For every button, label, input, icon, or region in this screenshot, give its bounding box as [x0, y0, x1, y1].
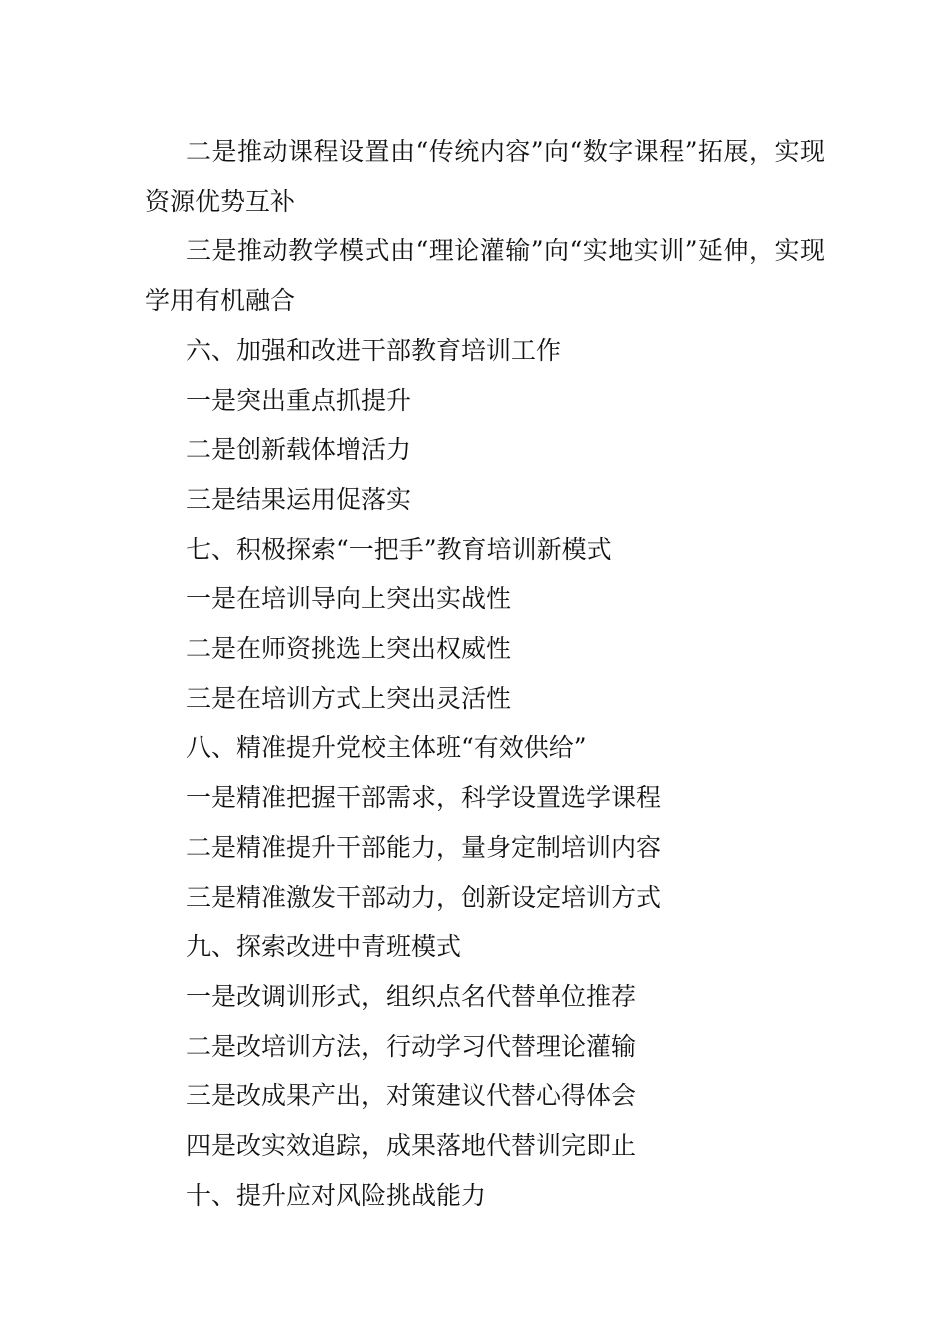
- list-item: 二是在师资挑选上突出权威性: [186, 634, 512, 664]
- section-heading-ten: 十、提升应对风险挑战能力: [186, 1180, 487, 1210]
- section-heading-seven: 七、积极探索“一把手”教育培训新模式: [186, 534, 612, 564]
- paragraph-teaching-mode: 三是推动教学模式由“理论灌输”向“实地实训”延伸，实现学用有机融合: [145, 236, 825, 316]
- list-item: 二是精准提升干部能力，量身定制培训内容: [186, 832, 662, 862]
- list-item: 一是突出重点抓提升: [186, 385, 412, 415]
- list-item: 一是精准把握干部需求，科学设置选学课程: [186, 783, 662, 813]
- list-item: 一是改调训形式，组织点名代替单位推荐: [186, 981, 637, 1011]
- list-item: 二是改培训方法，行动学习代替理论灌输: [186, 1031, 637, 1061]
- list-item: 三是改成果产出，对策建议代替心得体会: [186, 1081, 637, 1111]
- list-item: 一是在培训导向上突出实战性: [186, 584, 512, 614]
- list-item: 三是精准激发干部动力，创新设定培训方式: [186, 882, 662, 912]
- section-heading-six: 六、加强和改进干部教育培训工作: [186, 335, 562, 365]
- list-item: 二是创新载体增活力: [186, 435, 412, 465]
- section-heading-nine: 九、探索改进中青班模式: [186, 932, 462, 962]
- section-heading-eight: 八、精准提升党校主体班“有效供给”: [186, 733, 587, 763]
- list-item: 三是结果运用促落实: [186, 484, 412, 514]
- document-body: [145, 127, 825, 1220]
- list-item: 三是在培训方式上突出灵活性: [186, 683, 512, 713]
- paragraph-course-setting: 二是推动课程设置由“传统内容”向“数字课程”拓展，实现资源优势互补: [145, 137, 825, 216]
- list-item: 四是改实效追踪，成果落地代替训完即止: [186, 1131, 637, 1161]
